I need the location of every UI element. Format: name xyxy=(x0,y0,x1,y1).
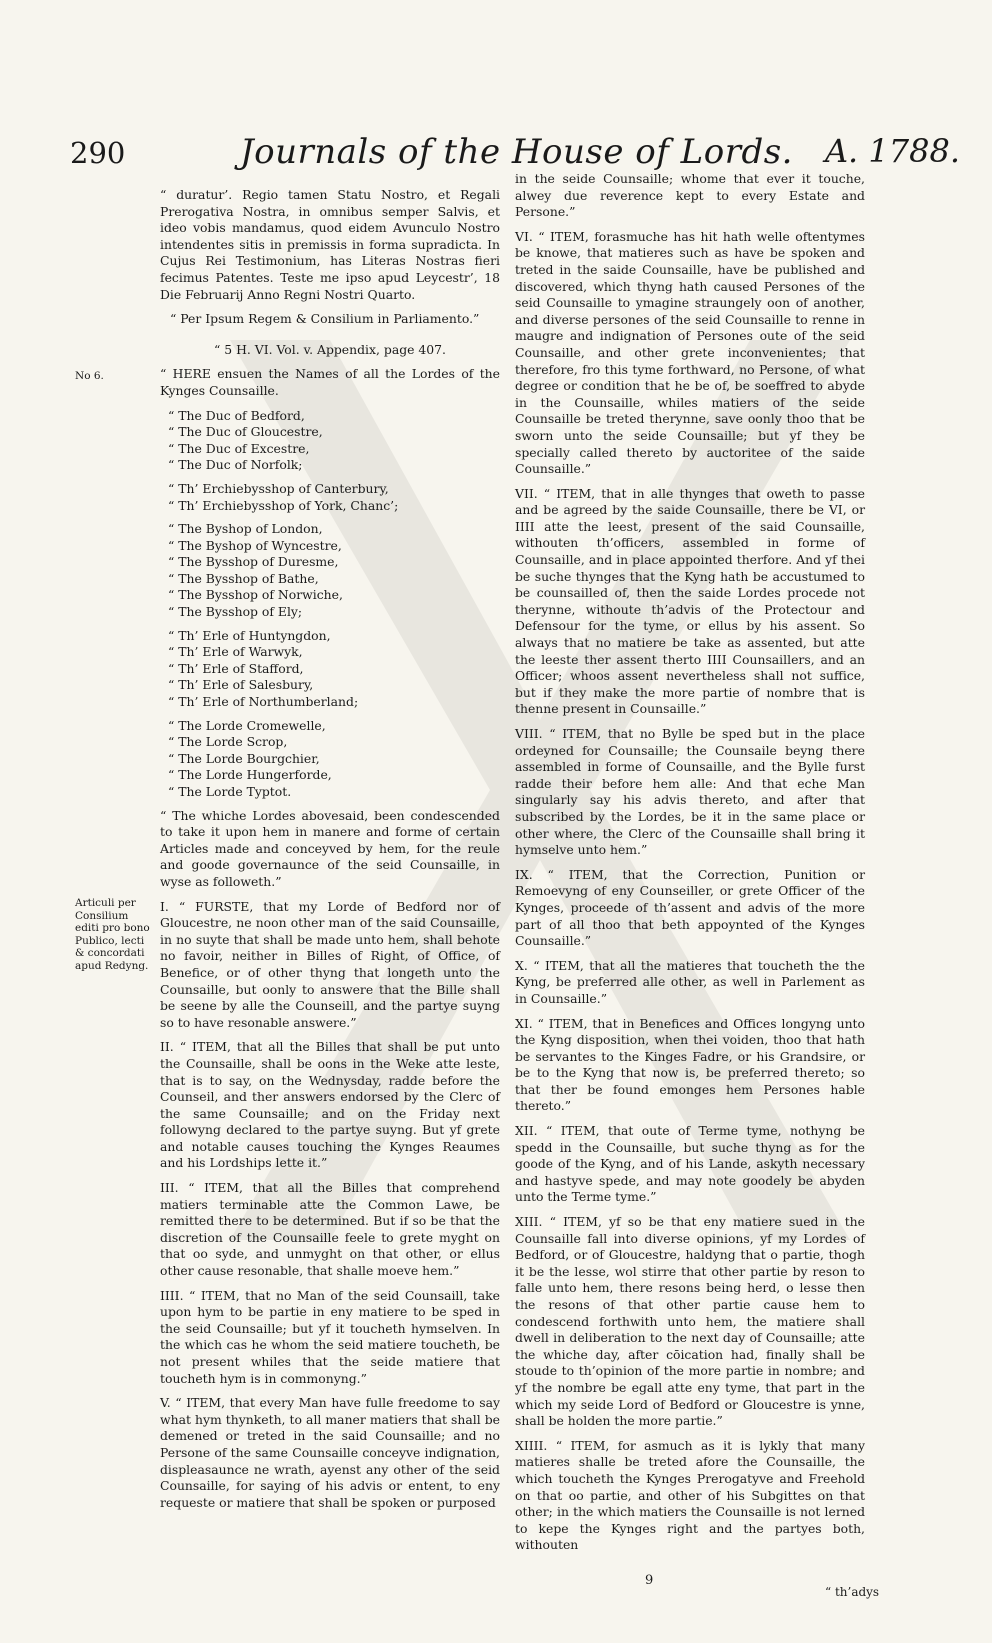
earls-list xyxy=(160,628,500,711)
per-ipsum-regem: “ Per Ipsum Regem & Consilium in Parliamento.” xyxy=(170,311,480,327)
article-9: IX. “ ITEM, that the Correction, Punition or Remoevyng of eny Counseiller, or grete Officer of the Kynges, proceede of th’assent and advis of the more part of all thoo that beth appoynted of the Kynges Counsaille.” xyxy=(515,866,865,949)
article-13: XIII. “ ITEM, yf so be that eny matiere sued in the Counsaille fall into diverse opinions, yf my Lordes of Bedford, or of Gloucestre, haldyng that o partie, thogh it be the lesse, wol stirre that other partie by reson to falle unto hem, there resons being herd, o lesse then the resons of that other partie cause hem to condescend forthwith unto hem, the matiere shall dwell in deliberation to the next day of Counsaille; atte the whiche day, after cōication had, finally shall be stoude to th’opinion of the more partie in nombre; and yf the nombre be egall atte eny tyme, that part in the which my seide Lord of Bedford or Gloucestre is ynne, shall be holden the more partie.” xyxy=(515,1214,865,1429)
list-item: “ Th’ Erle of Northumberland; xyxy=(168,694,359,710)
right-column xyxy=(515,171,865,1562)
list-item: “ The Duc of Excestre, xyxy=(168,440,310,456)
list-item: “ The Duc of Bedford, xyxy=(168,407,305,423)
list-item: “ Th’ Erchiebysshop of York, Chanc’; xyxy=(168,497,399,513)
list-item: “ The Byshop of London, xyxy=(168,521,323,537)
list-item: “ Th’ Erle of Warwyk, xyxy=(168,644,303,660)
article-10: X. “ ITEM, that all the matieres that toucheth the the Kyng, be preferred alle other, as well in Parlement as in Counsaille.” xyxy=(515,957,865,1006)
list-item: “ Th’ Erle of Salesbury, xyxy=(168,677,314,693)
left-column xyxy=(160,187,500,1519)
bishops-list xyxy=(160,521,500,621)
list-item: “ The Bysshop of Duresme, xyxy=(168,554,339,570)
list-item: “ The Duc of Gloucestre, xyxy=(168,424,323,440)
dukes-list xyxy=(160,408,500,474)
page-year: A. 1788. xyxy=(824,132,960,170)
list-item: “ The Bysshop of Bathe, xyxy=(168,570,319,586)
archbishops-list xyxy=(160,481,500,514)
catchword: “ th’adys xyxy=(825,1585,880,1599)
article-7: VII. “ ITEM, that in alle thynges that oweth to passe and be agreed by the saide Counsaille, there be VI, or IIII atte the leest, present of the said Counsaille, withouten th’officers, assembled in forme of Counsaille, and in place appointed therfore. And yf thei be suche thynges that the Kyng hath be accustumed to be counsailled of, then the saide Lordes procede not therynne, withoute th’advis of the Protectour and Defensour for the tyme, or ellus by his assent. So always that no matiere be take as assented, but atte the leeste ther assent therto IIII Counsaillers, and an Officer; whoos assent nevertheless shall not suffice, but if they make the more partie of nombre that is thenne present in Counsaille.” xyxy=(515,485,865,717)
list-item: “ The Lorde Scrop, xyxy=(168,734,288,750)
signature-mark: 9 xyxy=(645,1573,654,1588)
reference-heading: “ 5 H. VI. Vol. v. Appendix, page 407. xyxy=(213,341,446,357)
patent-conclusion: “ duratur’. Regio tamen Statu Nostro, et Regali Prerogativa Nostra, in omnibus semper Salvis, et ideo vobis mandamus, quod eidem Avunculo Nostro intendentes sitis in premissis in forma supradicta. In Cujus Rei Testimonium, has Literas Nostras fieri fecimus Patentes. Teste me ipso apud Leycestr’, 18 Die Februarij Anno Regni Nostri Quarto. xyxy=(160,187,500,302)
article-3: III. “ ITEM, that all the Billes that comprehend matiers terminable atte the Common Lawe, be remitted there to be determined. But if so be that the discretion of the Counsaille feele to grete myght on that oo syde, and unmyght on that other, or ellus other cause resonable, that shalle moeve hem.” xyxy=(160,1180,500,1279)
article-1: I. “ FURSTE, that my Lorde of Bedford nor of Gloucestre, ne noon other man of the said Counsaille, in no suyte that shall be made unto hem, shall behote no favoir, neither in Billes of Right, of Office, of Benefice, or of other thyng that longeth unto the Counsaille, but oonly to answere that the Bille shall be seene by alle the Counseill, and the partye suyng so to have resonable answere.” xyxy=(160,898,500,1030)
article-8: VIII. “ ITEM, that no Bylle be sped but in the place ordeyned for Counsaille; the Counsaile beyng there assembled in forme of Counsaille, and the Bylle furst radde their before hem alle: And that eche Man singularly say his advis thereto, and after that subscribed by the Lordes, be it in the same place or other where, the Clerc of the Counsaille shall bring it hymselve unto hem.” xyxy=(515,726,865,858)
paragraph: “ The whiche Lordes abovesaid, been condescended to take it upon hem in manere and forme of certain Articles made and conceyved by hem, for the reule and goode governaunce of the seid Counsaille, in wyse as followeth.” xyxy=(160,807,500,889)
names-intro: “ HERE ensuen the Names of all the Lordes of the Kynges Counsaille. xyxy=(160,366,500,398)
list-item: “ The Duc of Norfolk; xyxy=(168,457,303,473)
list-item: “ Th’ Erle of Stafford, xyxy=(168,660,304,676)
list-item: “ The Byshop of Wyncestre, xyxy=(168,537,342,553)
article-6: VI. “ ITEM, forasmuche has hit hath welle oftentymes be knowe, that matieres such as have be spoken and treted in the saide Counsaille, have be published and discovered, which thyng hath caused Persones of the seid Counsaille to ymagine straungely oon of another, and diverse persones of the seid Counsaille to renne in maugre and indignation of Persones oute of the seid Counsaille, and other grete inconvenientes; that therefore, fro this tyme forthward, no Persone, of what degree or condition that he be of, be soeffred to abyde in the Counsaille, whiles matiers of the seide Counsaille be treted therynne, save oonly thoo that be sworn unto the seide Counsaille; but yf they be specially called thereto by auctoritee of the saide Counsaille.” xyxy=(515,228,865,477)
margin-note-no6: No 6. xyxy=(75,370,104,382)
list-item: “ The Lorde Typtot. xyxy=(168,784,292,799)
page-number: 290 xyxy=(70,136,126,170)
list-item: “ The Lorde Cromewelle, xyxy=(168,717,326,733)
margin-note-articuli: Articuli per Consilium editi pro bono Publico, lecti & concordati apud Redyng. xyxy=(75,897,150,972)
article-14: XIIII. “ ITEM, for asmuch as it is lykly that many matieres shalle be treted afore the Counsaille, the which toucheth the Kynges Prerogatyve and Freehold on that oo partie, and other of his Subgittes on that other; in the which matiers the Counsaille is not lerned to kepe the Kynges right and the partyes both, withouten xyxy=(515,1437,865,1553)
list-item: “ The Bysshop of Ely; xyxy=(168,604,303,620)
list-item: “ Th’ Erle of Huntyngdon, xyxy=(168,627,331,643)
page-title: Journals of the House of Lords. xyxy=(240,132,793,172)
lords-list xyxy=(160,718,500,801)
list-item: “ Th’ Erchiebysshop of Canterbury, xyxy=(168,480,389,496)
list-item: “ The Lorde Bourgchier, xyxy=(168,750,320,766)
article-2: II. “ ITEM, that all the Billes that shall be put unto the Counsaille, shall be oons in the Weke atte leste, that is to say, on the Wednysday, radde before the Counseil, and ther answers endorsed by the Clerc of the same Counsaille; and on the Friday next followyng declared to the partye suyng. But yf grete and notable causes touching the Kynges Reaumes and his Lordships lette it.” xyxy=(160,1039,500,1171)
article-5-continued: in the seide Counsaille; whome that ever it touche, alwey due reverence kept to every Estate and Persone.” xyxy=(515,171,865,220)
article-4: IIII. “ ITEM, that no Man of the seid Counsaill, take upon hym to be partie in eny matiere to be sped in the seid Counsaille; but yf it toucheth hymselven. In the which cas he whom the seid matiere toucheth, be not present whiles that the seide matiere that toucheth hym is in commonyng.” xyxy=(160,1287,500,1386)
article-5: V. “ ITEM, that every Man have fulle freedome to say what hym thynketh, to all maner matiers that shall be demened or treted in the said Counsaille; and no Persone of the same Counsaille conceyve indignation, displeasaunce ne wrath, ayenst any other of the seid Counsaille, for saying of his advis or entent, to eny requeste or matiere that shall be spoken or purposed xyxy=(160,1395,500,1510)
list-item: “ The Bysshop of Norwiche, xyxy=(168,587,343,603)
article-12: XII. “ ITEM, that oute of Terme tyme, nothyng be spedd in the Counsaille, but suche thyng as for the goode of the Kyng, and of his Lande, askyth necessary and hastyve spede, and may note goodely be abyden unto the Terme tyme.” xyxy=(515,1123,865,1205)
article-11: XI. “ ITEM, that in Benefices and Offices longyng unto the Kyng disposition, when thei voiden, thoo that hath be servantes to the Kinges Fadre, or his Grandsire, or be to the Kyng that now is, be preferred thereto; so that ther be found emonges hem Persones hable thereto.” xyxy=(515,1015,865,1114)
list-item: “ The Lorde Hungerforde, xyxy=(168,767,332,783)
